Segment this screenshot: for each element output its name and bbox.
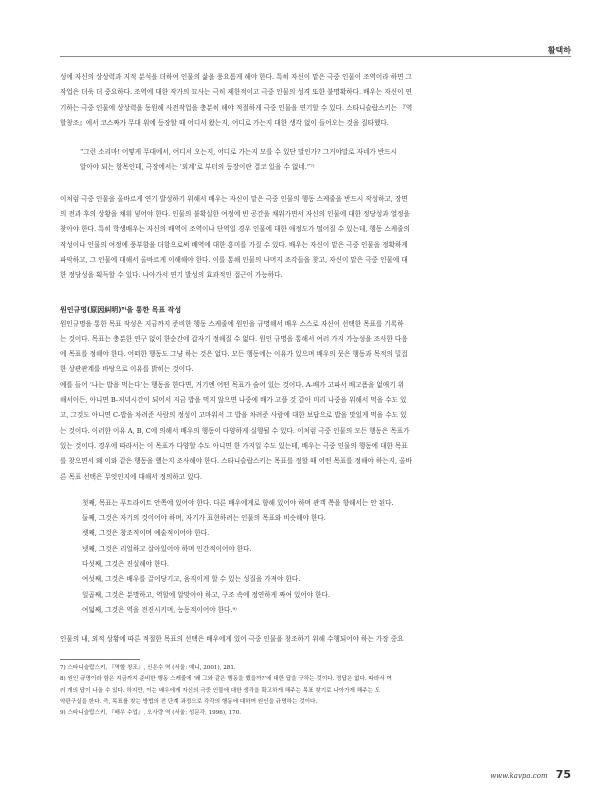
footnote-7: 7) 스타니슬랍스키, 『역할 창조』, 신은수 역 (서울: 예니, 2001), 281. <box>60 665 236 671</box>
list-item: 일곱째, 그것은 분명하고, 역할에 알맞아야 하고, 구조 속에 정연하게 짜여 있어야 한다. <box>82 590 331 599</box>
header-bar <box>60 30 571 57</box>
list-item: 다섯째, 그것은 진실해야 한다. <box>82 560 169 569</box>
paragraph-1: 성에 자신의 상상력과 지적 분석을 더하여 인물의 삶을 풍요롭게 해야 한다. 특히 자신이 맡은 극중 인물이 조역이라 하면 그 작업은 더욱 더 중요하다. 조역에 대한 작가의 묘사는 극히 제한적이고 극중 인물의 성격 또한 불명확하다. 배우는 자신이 연 기하는 극중 인물에 상상력을 동원해 사전작업을 충분히 해야 적절하게 극중 인물을 연기할 수 있다. 스타니슬랍스키는 『역 할창조』에서 코스짜가 무대 위에 등장할 때 어디서 왔는지, 어디로 가는지 대한 생각 없이 들어오는 것을 질타했다. <box>60 73 413 127</box>
footnotes <box>60 663 541 719</box>
list-item: 넷째, 그것은 리얼하고 살아있어야 하며 인간적이어야 한다. <box>82 544 252 553</box>
section-title: 원인규명(原因糾明)⁸⁾을 통한 목표 작성 <box>60 305 182 314</box>
list-item: 여섯째, 그것은 배우를 끌어당기고, 움직이게 할 수 있는 성질을 가져야 한다. <box>82 575 301 584</box>
paragraph-3: 원인규명을 통한 목표 작성은 지금까지 준비한 행동 스케줄에 원인을 규명해서 배우 스스로 자신이 선택한 목표를 기록하 는 것이다. 목표는 충분한 연구 없이 한순간에 갑자기 정해질 수 없다. 원인 규명을 통해서 여러 가지 가능성을 조사한 다음 에 목표를 정해야 한다. 어떠한 행동도 그냥 하는 것은 없다. 모든 행동에는 이유가 있으며 배우의 뭇은 행동과 목적의 밀접 한 상관관계를 바탕으로 이유를 밝히는 것이다. <box>60 319 408 374</box>
footer-url[interactable]: www.kavpa.com <box>490 772 548 780</box>
page-footer <box>490 763 571 782</box>
paragraph-4: 예를 들어 ‘나는 밥을 먹는다’는 행동을 한다면, 거기엔 어떤 목표가 숨어 있는 것이다. A-배가 고파서 배고픔을 없애기 위 해서이든, 아니면 B-저녁시간이 되어서 지금 밥을 먹지 않으면 나중에 배가 고플 것 같아 미리 나중을 위해서 먹을 수도 있 고, 그것도 아니면 C-밥을 차려준 사람의 정성이 고마워서 그 밥을 차려준 사람에 대한 보답으로 밥을 맛있게 먹을 수도 있 는 것이다. 이러한 이유 A, B, C에 의해서 배우의 행동이 다양하게 실행될 수 있다. 이처럼 극중 인물의 모든 행동은 목표가 있는 것이다. 경우에 따라서는 이 목표가 다양할 수도 아니면 한 가지일 수도 있는데, 배우는 극중 인물의 행동에 대한 목표 를 찾으면서 왜 이와 같은 행동을 했는지 조사해야 한다. 스타니슬랍스키는 목표를 정할 때 어떤 목표를 정해야 하는지, 올바 른 목표 선택은 무엇인지에 대해서 정의하고 있다. <box>60 380 412 481</box>
list-item: 셋째, 그것은 창조적이며 예술적이어야 한다. <box>82 529 210 538</box>
footnote-divider <box>60 659 140 660</box>
quote-block: “그런 소리마! 어떻게 무대에서, 어디서 오는지, 어디로 가는지 모를 수 있단 말인가? 그거야말로 자네가 반드시 알아야 되는 항목인데, 극장에서는 ‘외계’로 부터의 등장이란 결코 있을 수 없네.”⁷⁾ <box>80 148 397 172</box>
footnote-8: 8) 원인 규명이라 함은 지금까지 준비한 행동 스케줄에 '왜 그와 같은 행동을 했을까?'에 대한 답을 구하는 것이다. 정답은 없다. 따라서 여 러 개의 답이 나올 수 있다. 하지만, 이는 배우에게 자신의 극중 인물에 대한 생각을 확고하게 해주는 목표 찾기로 나아가게 해주는 도 약판구실을 한다. 즉, 목표를 찾는 방법의 전 단계 과정으로 각각의 행동에 대하여 원인을 규명하는 것이다. <box>60 676 392 705</box>
paragraph-2: 이처럼 극중 인물을 올바르게 연기 발성하기 위해서 배우는 자신이 맡은 극중 인물의 행동 스케줄을 반드시 작성하고, 장면 의 전과 후의 상황을 채워 넣어야 한다. 인물의 불확실한 여정에 빈 공간을 채워가면서 자신의 인물에 대한 정당성과 열정을 찾아야 한다. 특히 학생배우는 자신의 배역이 조역이나 단역일 경우 인물에 대한 애정도가 떨어질 수 있는데, 행동 스케줄의 작성이나 인물의 여정에 풍부함을 더함으로써 배역에 대한 흥미를 가질 수 있다. 배우는 자신이 맡은 극중 인물을 정확하게 파악하고, 그 인물에 대해서 올바르게 이해해야 한다. 이를 통해 인물의 나머지 조각들을 찾고, 자신이 맡은 극중 인물에 대 한 정당성을 획득할 수 있다. 나아가서 연기 발성의 효과적인 접근이 가능하다. <box>60 194 410 280</box>
list-item: 첫째, 목표는 푸트라이트 안쪽에 있어야 한다. 다른 배우에게로 향해 있어야 하며 관객 쪽을 향해서는 안 된다. <box>82 498 394 507</box>
goal-list <box>82 496 541 618</box>
closing-paragraph: 인물의 내, 외적 상황에 따른 적절한 목표의 선택은 배우에게 있어 극중 인물을 창조하기 위해 수행되어야 하는 가장 중요 <box>60 635 404 644</box>
list-item: 둘째, 그것은 자기의 것이어야 하며, 자기가 표현하려는 인물의 목표와 비슷해야 한다. <box>82 514 326 523</box>
list-item: 여덟째, 그것은 역을 전진시키며, 능동적이어야 한다.⁹⁾ <box>82 605 237 614</box>
page-number: 75 <box>555 768 571 781</box>
footnote-9: 9) 스타니슬랍스키, 『배우 수업』, 오사량 역 (서울: 성문각, 1996), 170. <box>60 710 242 717</box>
body-content <box>60 70 541 648</box>
running-header: 활택하 <box>547 46 571 55</box>
